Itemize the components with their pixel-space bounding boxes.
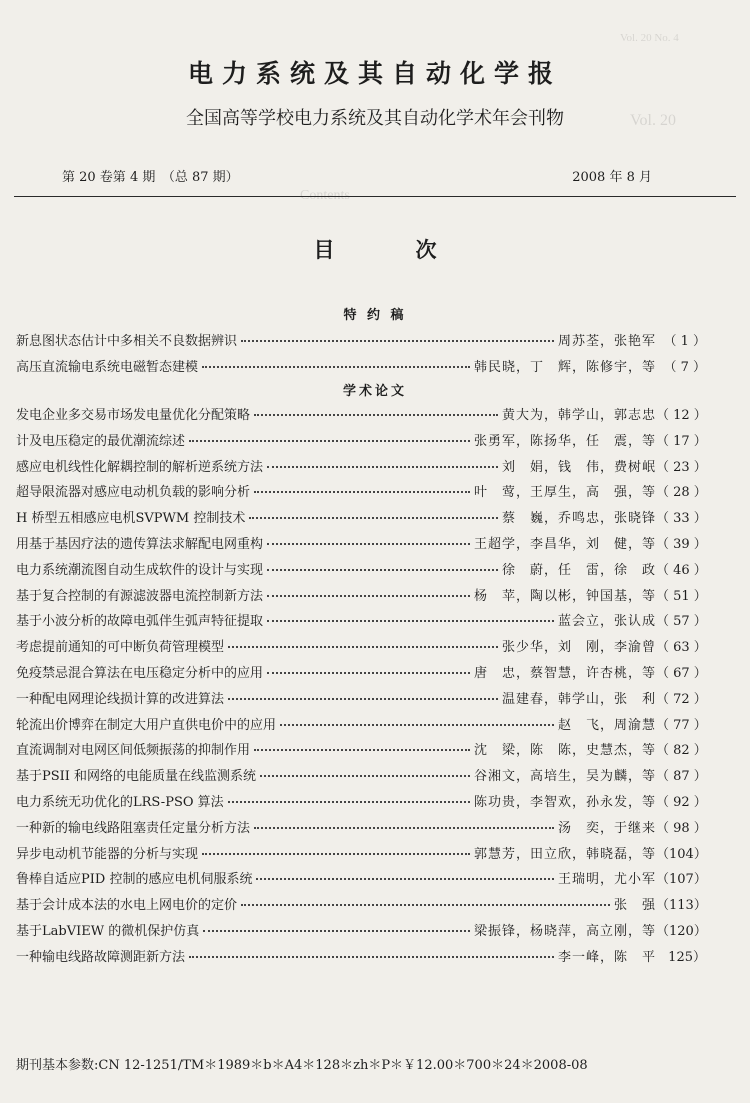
- toc-entry-authors: 蓝会立，张认成: [557, 614, 656, 630]
- bleed-through-text: Contents: [300, 188, 350, 203]
- dot-leader: [280, 715, 554, 726]
- toc-entry-authors: 韩民晓，丁 辉，陈修宇，等: [473, 359, 656, 375]
- dot-leader: [228, 637, 498, 648]
- toc-entry-authors: 陈功贵，李智欢，孙永发，等: [473, 795, 656, 810]
- dot-leader: [256, 869, 554, 880]
- bleed-through-text: Vol. 20: [630, 112, 676, 129]
- toc-entry: [16, 456, 706, 476]
- toc-entry-title: 超导限流器对感应电动机负载的影响分析: [16, 485, 251, 501]
- toc-entry: [16, 843, 706, 863]
- toc-entry-page: （ 98 ）: [656, 820, 707, 836]
- toc-entry-authors: 张勇军，陈扬华，任 震，等: [473, 433, 656, 449]
- toc-entry: [16, 404, 706, 424]
- toc-entry-title: 感应电机线性化解耦控制的解析逆系统方法: [16, 459, 264, 475]
- toc-entry: [16, 636, 706, 656]
- toc-entry: [16, 430, 706, 450]
- toc-entry-page: （ 12 ）: [656, 408, 707, 423]
- toc-entry-authors: 刘 娟，钱 伟，费树岷: [501, 459, 656, 475]
- toc-entry-title: 轮流出价博弈在制定大用户直供电价中的应用: [16, 717, 277, 733]
- dot-leader: [267, 560, 498, 571]
- toc-entry-page: （ 72 ）: [656, 691, 707, 707]
- toc-entry: [16, 739, 706, 759]
- toc-entry-authors: 唐 忠，蔡智慧，许杏桃，等: [473, 666, 656, 681]
- toc-entry-authors: 徐 蔚，任 雷，徐 政: [501, 562, 656, 578]
- toc-entry-title: 计及电压稳定的最优潮流综述: [16, 433, 186, 449]
- dot-leader: [254, 482, 470, 493]
- toc-entry-page: （ 51 ）: [656, 588, 707, 604]
- toc-entry-authors: 杨 苹，陶以彬，钟国基，等: [473, 588, 656, 604]
- toc-entry-page: （120）: [656, 924, 707, 939]
- journal-parameters: 期刊基本参数:CN 12-1251/TM＊1989＊b＊A4＊128＊zh＊P＊￥12.00＊700＊24＊2008-08: [16, 1058, 588, 1073]
- volume-issue: 第 20 卷第 4 期 （总 87 期）: [62, 170, 239, 185]
- toc-entry-authors: 汤 奕，于继来: [557, 820, 656, 836]
- toc-entry-title: H 桥型五相感应电机SVPWM 控制技术: [16, 511, 246, 527]
- dot-leader: [260, 766, 470, 777]
- toc-entry-page: （ 92 ）: [656, 795, 707, 810]
- toc-entry: [16, 791, 706, 811]
- dot-leader: [202, 844, 470, 855]
- journal-subtitle: 全国高等学校电力系统及其自动化学术年会刊物: [186, 108, 564, 129]
- toc-entry-page: （104）: [656, 846, 707, 862]
- toc-entry-authors: 谷湘文，高培生，吴为麟，等: [473, 769, 656, 785]
- toc-entry-title: 发电企业多交易市场发电量优化分配策略: [16, 408, 251, 423]
- dot-leader: [254, 818, 554, 829]
- toc-entry: [16, 765, 706, 785]
- dot-leader: [189, 431, 470, 442]
- toc-entry-page: （ 28 ）: [656, 485, 707, 501]
- toc-entry-page: （107）: [656, 872, 707, 888]
- toc-entry: [16, 688, 706, 708]
- toc-entry-authors: 王超学，李昌华，刘 健，等: [473, 537, 656, 552]
- section-label-papers: 学术论文: [342, 384, 407, 399]
- toc-entry-title: 异步电动机节能器的分析与实现: [16, 846, 199, 862]
- toc-entry-authors: 李一峰，陈 平: [557, 949, 656, 965]
- toc-entry-authors: 赵 飞，周渝慧: [557, 717, 656, 733]
- dot-leader: [267, 534, 470, 545]
- toc-entry-page: （ 33 ）: [656, 511, 707, 527]
- toc-entry-page: （113）: [656, 898, 707, 914]
- toc-entry-title: 一种新的输电线路阻塞责任定量分析方法: [16, 820, 251, 836]
- dot-leader: [189, 947, 554, 958]
- toc-entry-authors: 张 强: [613, 898, 656, 914]
- toc-entry-page: （ 23 ）: [656, 459, 707, 475]
- dot-leader: [202, 357, 470, 368]
- toc-entry-authors: 王瑞明，尤小军: [557, 872, 656, 888]
- toc-entry-authors: 黄大为，韩学山，郭志忠: [501, 408, 656, 423]
- toc-entry-authors: 张少华，刘 刚，李渝曾: [501, 640, 656, 656]
- toc-entry: [16, 894, 706, 914]
- toc-entry: [16, 330, 706, 350]
- toc-entry-title: 一种输电线路故障测距新方法: [16, 949, 186, 965]
- toc-entry-page: （ 39 ）: [656, 537, 707, 552]
- toc-entry-title: 电力系统无功优化的LRS-PSO 算法: [16, 795, 224, 810]
- toc-entry: [16, 533, 706, 553]
- toc-entry-title: 一种配电网理论线损计算的改进算法: [16, 691, 225, 707]
- toc-entry-title: 用基于基因疗法的遗传算法求解配电网重构: [16, 537, 264, 552]
- section-label-invited: 特 约 稿: [343, 308, 407, 323]
- toc-entry-page: （ 67 ）: [656, 666, 707, 681]
- toc-entry-title: 直流调制对电网区间低频振荡的抑制作用: [16, 743, 251, 759]
- toc-entry-authors: 蔡 巍，乔鸣忠，张晓锋: [501, 511, 656, 527]
- toc-entry: [16, 868, 706, 888]
- toc-entry: [16, 714, 706, 734]
- toc-entry: [16, 610, 706, 630]
- toc-entry-page: （ 82 ）: [656, 743, 707, 759]
- toc-entry: [16, 507, 706, 527]
- toc-entry-authors: 周苏荃，张艳军: [557, 334, 656, 349]
- dot-leader: [267, 663, 470, 674]
- toc-entry-page: （ 57 ）: [656, 614, 707, 630]
- toc-entry-page: （ 77 ）: [656, 717, 707, 733]
- toc-entry-page: （ 87 ）: [656, 769, 707, 785]
- bleed-through-text: Vol. 20 No. 4: [620, 32, 679, 44]
- toc-entry-page: 125）: [668, 949, 706, 965]
- dot-leader: [241, 331, 554, 342]
- dot-leader: [267, 457, 498, 468]
- toc-entry-authors: 温建春，韩学山，张 利: [501, 691, 656, 707]
- toc-entry-title: 基于会计成本法的水电上网电价的定价: [16, 898, 238, 914]
- toc-entry-title: 电力系统潮流图自动生成软件的设计与实现: [16, 562, 264, 578]
- toc-entry: [16, 817, 706, 837]
- issue-date: 2008 年 8 月: [572, 170, 652, 185]
- toc-entry-authors: 沈 梁，陈 陈，史慧杰，等: [473, 743, 656, 759]
- dot-leader: [241, 895, 610, 906]
- toc-entry-title: 免疫禁忌混合算法在电压稳定分析中的应用: [16, 666, 264, 681]
- toc-entry: [16, 559, 706, 579]
- toc-entry: [16, 481, 706, 501]
- header-divider: [14, 196, 736, 197]
- dot-leader: [203, 921, 470, 932]
- dot-leader: [267, 586, 470, 597]
- toc-entry-page: （ 1 ）: [663, 334, 706, 349]
- toc-entry-page: （ 46 ）: [656, 562, 707, 578]
- journal-title: 电力系统及其自动化学报: [187, 59, 562, 88]
- toc-entry-page: （ 17 ）: [656, 433, 707, 449]
- dot-leader: [249, 508, 498, 519]
- toc-entry: [16, 920, 706, 940]
- toc-entry-authors: 梁振锋，杨晓萍，高立刚，等: [473, 924, 656, 939]
- toc-entry-title: 考虑提前通知的可中断负荷管理模型: [16, 640, 225, 656]
- toc-entry-title: 鲁棒自适应PID 控制的感应电机伺服系统: [16, 872, 253, 888]
- dot-leader: [228, 792, 470, 803]
- toc-entry-page: （ 7 ）: [663, 359, 706, 375]
- dot-leader: [254, 405, 498, 416]
- toc-entry-title: 高压直流输电系统电磁暂态建模: [16, 359, 199, 375]
- toc-entry-page: （ 63 ）: [656, 640, 707, 656]
- toc-entry-title: 基于复合控制的有源滤波器电流控制新方法: [16, 588, 264, 604]
- toc-entry-title: 新息图状态估计中多相关不良数据辨识: [16, 334, 238, 349]
- toc-entry: [16, 585, 706, 605]
- dot-leader: [267, 611, 554, 622]
- toc-entry-title: 基于PSII 和网络的电能质量在线监测系统: [16, 769, 257, 785]
- dot-leader: [254, 740, 470, 751]
- toc-entry-authors: 郭慧芳，田立欣，韩晓磊，等: [473, 846, 656, 862]
- toc-heading: 目 次: [313, 237, 467, 262]
- toc-entry: [16, 356, 706, 376]
- toc-entry-title: 基于小波分析的故障电弧伴生弧声特征提取: [16, 614, 264, 630]
- toc-entry: [16, 946, 706, 966]
- dot-leader: [228, 689, 498, 700]
- toc-entry: [16, 662, 706, 682]
- toc-entry-authors: 叶 莺，王厚生，高 强，等: [473, 485, 656, 501]
- toc-entry-title: 基于LabVIEW 的微机保护仿真: [16, 924, 200, 939]
